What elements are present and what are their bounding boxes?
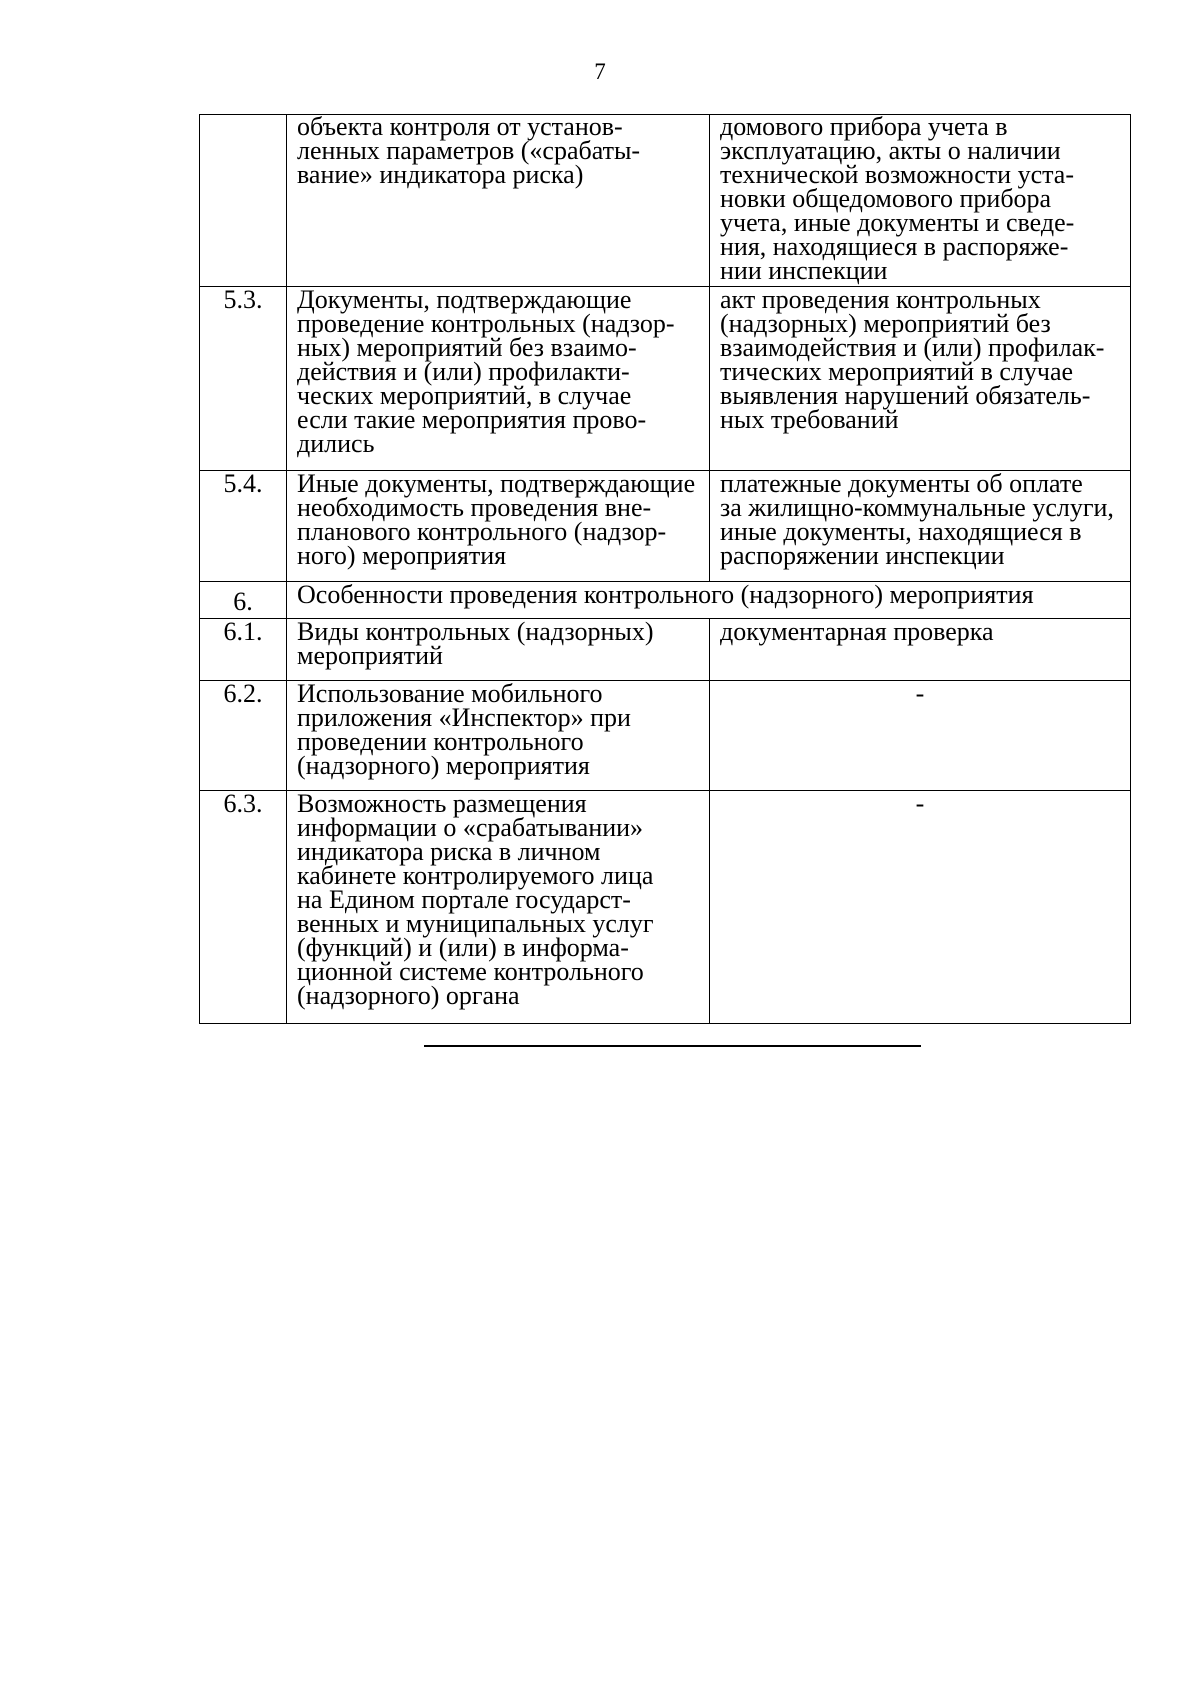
row-number: 6.1. (200, 619, 287, 681)
value-cell: документарная проверка (710, 619, 1131, 681)
criterion-cell: объекта контроля от установ- ленных параметров («срабаты- вание» индикатора риска) (287, 115, 710, 287)
document-table (199, 114, 1131, 1024)
table-row (200, 115, 1131, 287)
section-number: 6. (200, 582, 287, 619)
end-of-document-rule (424, 1045, 921, 1047)
value-cell-dash: - (710, 681, 1131, 791)
table-row (200, 681, 1131, 791)
table-row (200, 791, 1131, 1024)
row-number: 5.3. (200, 287, 287, 471)
table-row (200, 287, 1131, 471)
section-row (200, 582, 1131, 619)
criterion-cell: Использование мобильного приложения «Инспектор» при проведении контрольного (надзорного) мероприятия (287, 681, 710, 791)
criterion-cell: Иные документы, подтверждающие необходимость проведения вне- планового контрольного (надзор- ного) мероприятия (287, 471, 710, 582)
row-number: 6.2. (200, 681, 287, 791)
value-cell: акт проведения контрольных (надзорных) мероприятий без взаимодействия и (или) профилак- тических мероприятий в случае выявления нарушений обязатель- ных требований (710, 287, 1131, 471)
row-number: 6.3. (200, 791, 287, 1024)
value-cell-dash: - (710, 791, 1131, 1024)
value-cell: домового прибора учета в эксплуатацию, акты о наличии технической возможности уста- новки общедомового прибора учета, иные документы и сведе- ния, находящиеся в распоряже- нии инспекции (710, 115, 1131, 287)
row-number: 5.4. (200, 471, 287, 582)
row-number (200, 115, 287, 287)
table-row (200, 471, 1131, 582)
criterion-cell: Возможность размещения информации о «срабатывании» индикатора риска в личном кабинете контролируемого лица на Едином портале государст- венных и муниципальных услуг (функций) и (или) в информа- ционной системе контрольного (надзорного) органа (287, 791, 710, 1024)
value-cell: платежные документы об оплате за жилищно-коммунальные услуги, иные документы, находящиеся в распоряжении инспекции (710, 471, 1131, 582)
page-number: 7 (594, 59, 606, 84)
table-row (200, 619, 1131, 681)
criterion-cell: Виды контрольных (надзорных) мероприятий (287, 619, 710, 681)
criterion-cell: Документы, подтверждающие проведение контрольных (надзор- ных) мероприятий без взаимо- действия и (или) профилакти- ческих мероприятий, в случае если такие мероприятия прово- дились (287, 287, 710, 471)
section-title: Особенности проведения контрольного (надзорного) мероприятия (287, 582, 1131, 619)
